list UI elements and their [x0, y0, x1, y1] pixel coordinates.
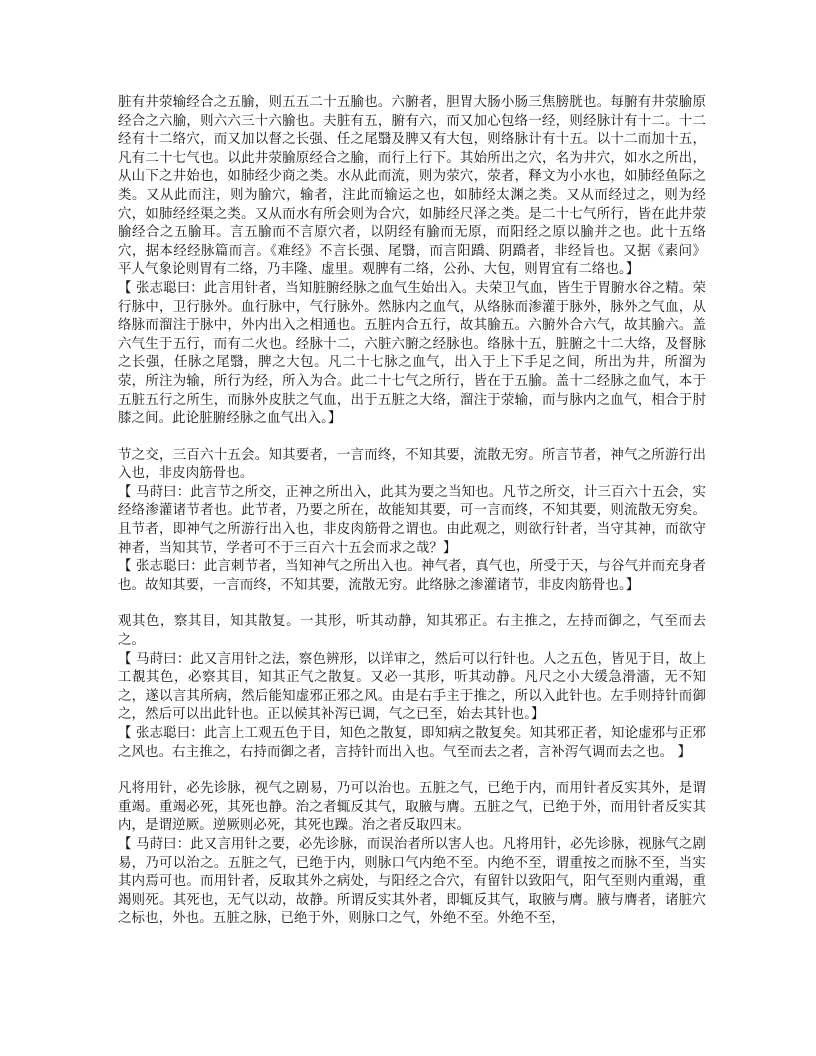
main-paragraph: 节之交，三百六十五会。知其要者，一言而终，不知其要，流散无穷。所言节者，神气之所游行出入也，非皮肉筋骨也。 [118, 447, 706, 482]
commentary-paragraph: 【 张志聪曰：此言用针者，当知脏腑经脉之血气生始出入。夫荣卫气血，皆生于胃腑水谷之精。荣行脉中，卫行脉外。血行脉中，气行脉外。然脉内之血气，从络脉而渗灌于脉外，脉外之气血，从络脉而溜注于脉中，外内出入之相通也。五脏内合五行，故其腧五。六腑外合六气，故其腧六。盖六气生于五行，而有二火也。经脉十二，六脏六腑之经脉也。络脉十五，脏腑之十二大络，及督脉之长强，任脉之尾翳，脾之大包。凡二十七脉之血气，出入于上下手足之间，所出为井，所溜为荥，所注为输，所行为经，所入为合。此二十七气之所行，皆在于五腧。盖十二经脉之血气，本于五脏五行之所生，而脉外皮肤之气血，出于五脏之大络，溜注于荥输，而与脉内之血气，相合于肘膝之间。此论脏腑经脉之血气出入。】 [118, 280, 706, 427]
commentary-paragraph: 【 张志聪曰：此言上工观五色于目，知色之散复，即知病之散复矣。知其邪正者，知论虚邪与正邪之风也。右主推之，右持而御之者，言持针而出入也。气至而去之者，言补泻气调而去之也。 】 [118, 726, 706, 760]
paragraph-gap [118, 595, 706, 613]
main-paragraph: 凡将用针，必先诊脉，视气之剧易，乃可以治也。五脏之气，已绝于内，而用针者反实其外，是谓重竭。重竭必死，其死也静。治之者辄反其气，取腋与膺。五脏之气，已绝于外，而用针者反实其内，是谓逆厥。逆厥则必死，其死也躁。治之者反取四末。 [118, 781, 706, 834]
text-block [118, 447, 706, 596]
main-paragraph: 观其色，察其目，知其散复。一其形，听其动静，知其邪正。右主推之，左持而御之，气至而去之。 [118, 614, 706, 649]
commentary-paragraph: 【 马莳曰：此言节之所交，正神之所出入，此其为要之当知也。凡节之所交，计三百六十五会，实经络渗灌诸节者也。此节者，乃要之所在，故能知其要，可一言而终，不知其要，则流散无穷矣。且节者，即神气之所游行出入也，非皮肉筋骨之谓也。由此观之，则欲行针者，当守其神，而欲守神者，当知其节，学者可不于三百六十五会而求之哉？】 [118, 484, 706, 556]
paragraph-gap [118, 429, 706, 447]
text-block [118, 613, 706, 762]
commentary-paragraph: 【 张志聪曰：此言刺节者，当知神气之所出入也。神气者，真气也，所受于天，与谷气并而充身者也。故知其要，一言而终，不知其要，流散无穷。此络脉之渗灌诸节，非皮肉筋骨也。】 [118, 559, 706, 593]
text-block [118, 780, 706, 929]
commentary-paragraph: 【 马莳曰：此又言用针之要，必先诊脉，而误治者所以害人也。凡将用针，必先诊脉，视脉气之剧易，乃可以治之。五脏之气，已绝于内，则脉口气内绝不至。内绝不至，谓重按之而脉不至，当实其内焉可也。而用针者，反取其外之病处，与阳经之合穴，有留针以致阳气，阳气至则内重竭，重竭则死。其死也，无气以动，故静。所谓反实其外者，即辄反其气，取腋与膺。腋与膺者，诸脏穴之标也，外也。五脏之脉，已绝于外，则脉口之气，外绝不至。外绝不至， [118, 836, 706, 927]
commentary-paragraph: 【 马莳曰：此又言用针之法，察色辨形，以详审之，然后可以行针也。人之五色，皆见于目，故上工覩其色，必察其目，知其正气之散复。又必一其形，听其动静。凡尺之小大缓急滑濇，无不知之，遂以言其所病，然后能知虚邪正邪之风。由是右手主于推之，所以入此针也。左手则持针而御之，然后可以出此针也。正以候其补泻已调，气之已至，始去其针也。】 [118, 651, 706, 723]
main-paragraph: 脏有井荥输经合之五腧，则五五二十五腧也。六腑者，胆胃大肠小肠三焦膀胱也。每腑有井荥腧原经合之六腧，则六六三十六腧也。夫脏有五，腑有六，而又加心包络一经，则经脉计有十二。十二经有十二络穴，而又加以督之长强、任之尾翳及脾又有大包，则络脉计有十五。以十二而加十五，凡有二十七气也。以此井荥腧原经合之腧，而行上行下。其始所出之穴，名为井穴，如水之所出，从山下之井始也，如肺经少商之类。水从此而流，则为荥穴，荥者，释文为小水也，如肺经鱼际之类。又从此而注，则为腧穴，输者，注此而输运之也，如肺经太渊之类。又从而经过之，则为经穴，如肺经经渠之类。又从而水有所会则为合穴，如肺经尺泽之类。是二十七气所行，皆在此井荥腧经合之五腧耳。言五腧而不言原穴者，以阴经有腧而无原，而阳经之原以腧并之也。此十五络穴，据本经经脉篇而言。《难经》不言长强、尾翳，而言阳蹻、阴蹻者，非经旨也。又据《素问》平人气象论则胃有二络，乃丰隆、虚里。观脾有二络，公孙、大包，则胃宜有二络也。】 [118, 95, 706, 278]
paragraph-gap [118, 762, 706, 780]
text-block [118, 94, 706, 429]
